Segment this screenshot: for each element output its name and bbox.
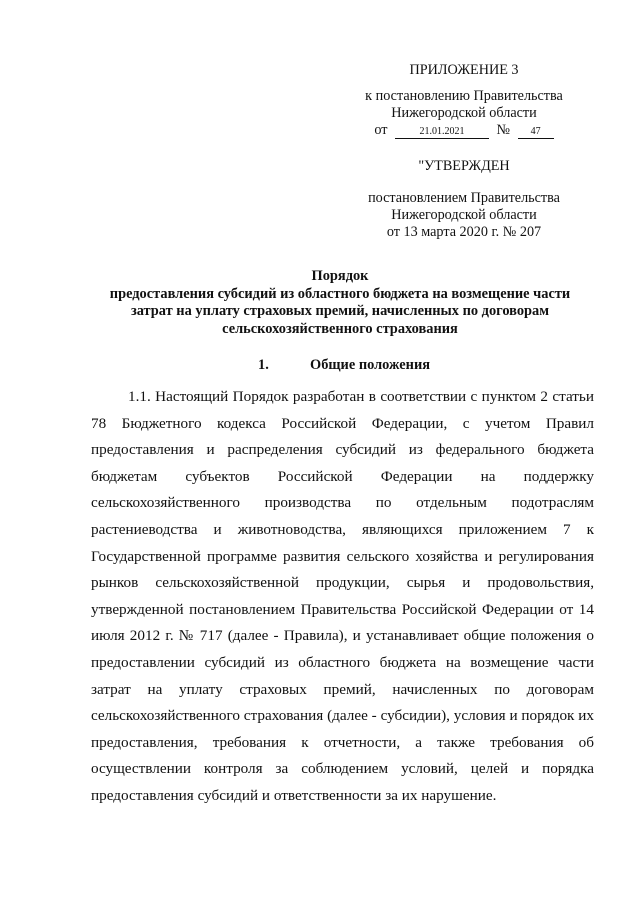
appendix-title: ПРИЛОЖЕНИЕ 3 [409,62,519,78]
document-title-line-3: затрат на уплату страховых премий, начисленных по договорам [130,303,550,319]
body-line: затрат на уплату страховых премий, начисленных по договорам [91,680,594,698]
body-line: сельскохозяйственного страхования (далее - субсидии), условия и порядок их [91,707,594,725]
body-line: предоставлении субсидий из областного бюджета на возмещение части [91,653,594,671]
appendix-block [344,62,584,139]
body-line: Государственной программе развития сельского хозяйства и регулирования [91,547,594,565]
approved-line-2: Нижегородской области [391,207,537,223]
appendix-line-2: Нижегородской области [391,105,537,121]
body-line: сельскохозяйственного производства по отдельным подотраслям [91,494,594,512]
approved-block [344,158,584,241]
body-line: 1.1. Настоящий Порядок разработан в соответствии с пунктом 2 статьи [128,388,594,405]
body-paragraph [91,384,594,810]
appendix-from-label: от [374,122,388,138]
body-line: июля 2012 г. № 717 (далее - Правила), и устанавливает общие положения о [91,627,594,645]
body-line: 78 Бюджетного кодекса Российской Федерации, с учетом Правил [91,414,594,432]
body-line: предоставления и распределения субсидий из федерального бюджета [91,441,594,459]
body-line: бюджетам субъектов Российской Федерации на поддержку [91,467,594,485]
appendix-number: 47 [518,125,554,139]
appendix-number-sign: № [496,122,511,138]
body-line: предоставления субсидий и ответственности за их нарушение. [91,786,497,804]
body-line: растениеводства и животноводства, являющихся приложением 7 к [91,520,594,538]
document-title-line-1: Порядок [311,268,369,284]
approved-line-3: от 13 марта 2020 г. № 207 [386,224,542,240]
approved-title: "УТВЕРЖДЕН [418,158,510,174]
section-number: 1. [258,357,269,373]
body-line: утвержденной постановлением Правительства Российской Федерации от 14 [91,600,594,618]
body-line: рынков сельскохозяйственной продукции, сырья и продовольствия, [91,574,594,592]
document-title [70,268,610,338]
section-title: Общие положения [310,357,431,373]
appendix-reference [344,122,584,139]
document-title-line-2: предоставления субсидий из областного бюджета на возмещение части [109,285,571,302]
appendix-line-1: к постановлению Правительства [365,88,563,104]
appendix-date: 21.01.2021 [395,125,489,139]
body-line: предоставления, требования к отчетности, а также требования об [91,733,594,751]
approved-line-1: постановлением Правительства [368,190,560,206]
body-line: осуществлении контроля за соблюдением условий, целей и порядка [91,760,594,778]
document-title-line-4: сельскохозяйственного страхования [222,320,458,337]
section-heading [258,356,430,374]
